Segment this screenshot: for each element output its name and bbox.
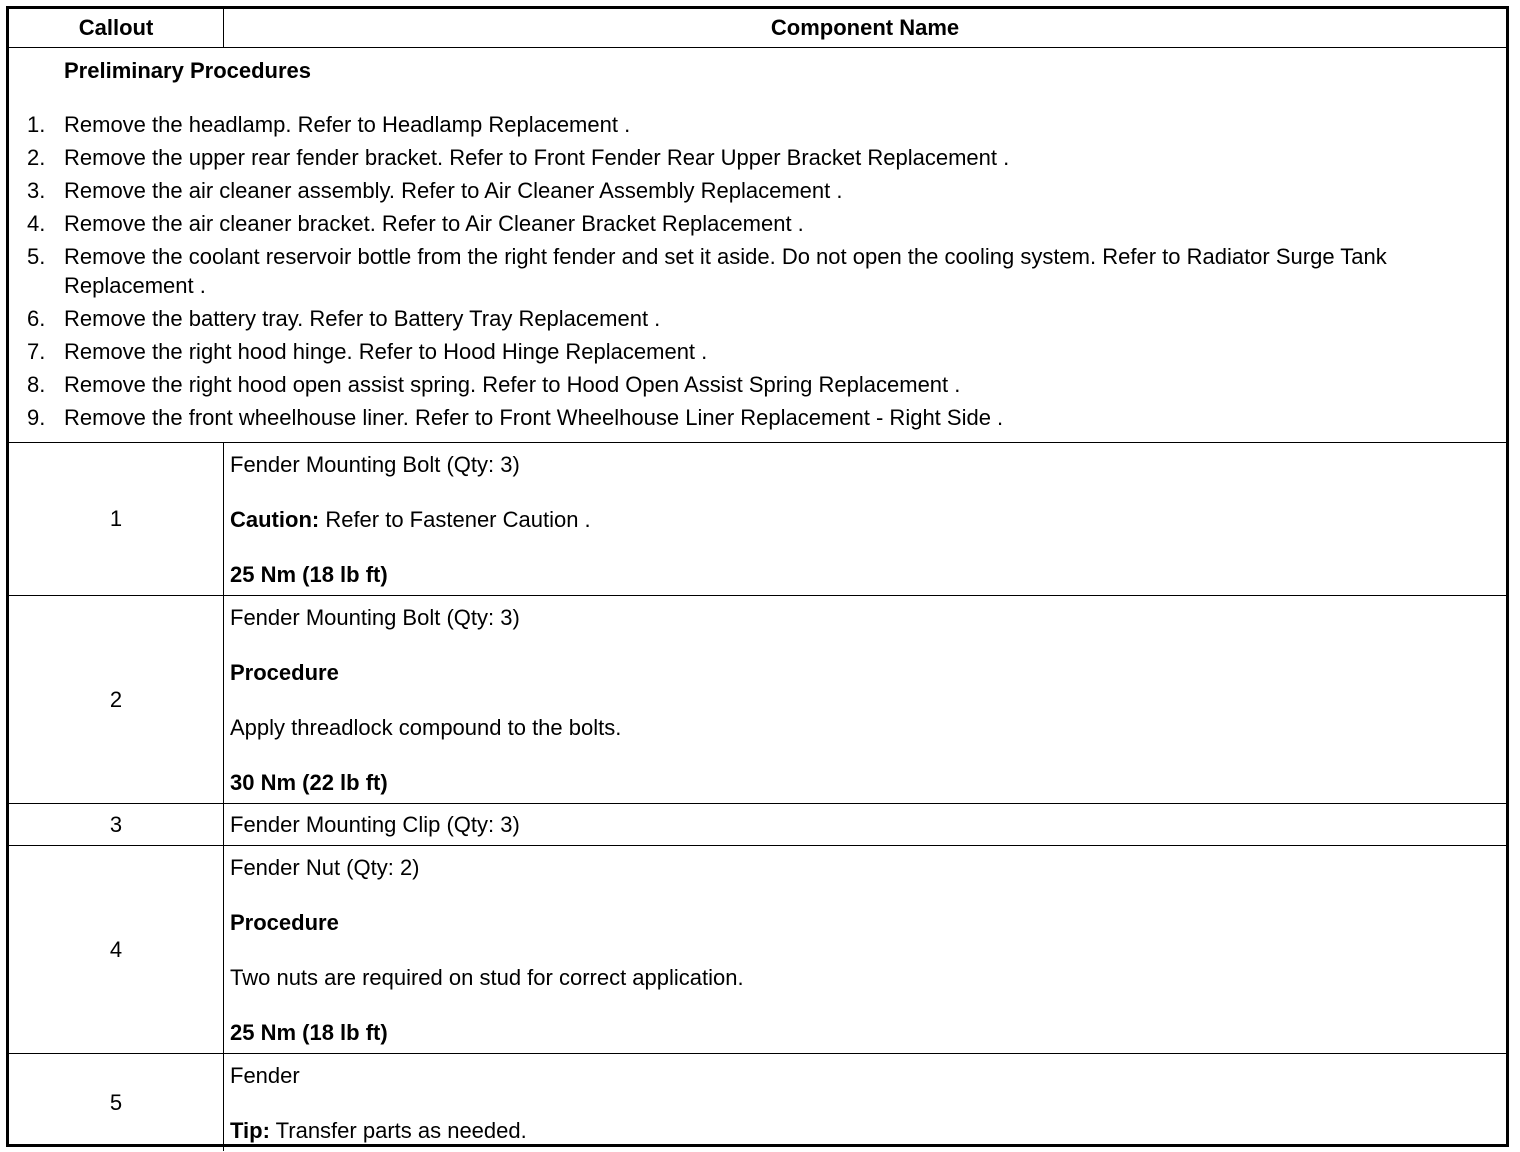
component-cell bbox=[224, 1054, 1507, 1152]
step-text: Remove the air cleaner bracket. Refer to Air Cleaner Bracket Replacement . bbox=[64, 211, 804, 236]
caution-note bbox=[230, 506, 1500, 534]
list-item bbox=[27, 176, 1486, 205]
callout-number: 1 bbox=[9, 443, 224, 596]
procedure-table-frame bbox=[6, 6, 1509, 1147]
procedure-table bbox=[9, 9, 1506, 1151]
component-name-header: Component Name bbox=[224, 9, 1507, 48]
step-number: 1. bbox=[27, 112, 46, 137]
procedure-label: Procedure bbox=[230, 660, 339, 685]
step-number: 4. bbox=[27, 211, 46, 236]
component-name: Fender Mounting Bolt (Qty: 3) bbox=[230, 452, 520, 477]
step-number: 3. bbox=[27, 178, 46, 203]
list-item bbox=[27, 143, 1486, 172]
callout-number: 3 bbox=[9, 804, 224, 846]
table-row bbox=[9, 1054, 1506, 1152]
list-item bbox=[27, 304, 1486, 333]
component-cell bbox=[224, 443, 1507, 596]
table-row bbox=[9, 846, 1506, 1054]
component-name: Fender Mounting Clip (Qty: 3) bbox=[230, 811, 520, 837]
procedure-text: Apply threadlock compound to the bolts. bbox=[230, 715, 622, 740]
step-text: Remove the coolant reservoir bottle from the right fender and set it aside. Do not open the cooling system. Refer to Radiator Surge Tank Replacement . bbox=[64, 244, 1387, 298]
preliminary-cell bbox=[9, 48, 1506, 443]
caution-text: Refer to Fastener Caution . bbox=[319, 507, 591, 532]
tip-note bbox=[230, 1117, 1500, 1145]
tip-label: Tip: bbox=[230, 1118, 270, 1143]
component-name: Fender Nut (Qty: 2) bbox=[230, 855, 420, 880]
step-text: Remove the front wheelhouse liner. Refer to Front Wheelhouse Liner Replacement - Right Side . bbox=[64, 405, 1004, 430]
table-header-row bbox=[9, 9, 1506, 48]
component-name: Fender Mounting Bolt (Qty: 3) bbox=[230, 605, 520, 630]
step-text: Remove the right hood hinge. Refer to Hood Hinge Replacement . bbox=[64, 339, 708, 364]
list-item bbox=[27, 209, 1486, 238]
torque-spec: 25 Nm (18 lb ft) bbox=[230, 1020, 388, 1045]
step-text: Remove the battery tray. Refer to Battery Tray Replacement . bbox=[64, 306, 661, 331]
table-row bbox=[9, 804, 1506, 846]
component-cell bbox=[224, 804, 1507, 846]
component-name: Fender bbox=[230, 1063, 300, 1088]
list-item bbox=[27, 337, 1486, 366]
list-item bbox=[27, 370, 1486, 399]
step-number: 7. bbox=[27, 339, 46, 364]
callout-number: 5 bbox=[9, 1054, 224, 1152]
procedure-text: Two nuts are required on stud for correct application. bbox=[230, 965, 744, 990]
list-item bbox=[27, 403, 1486, 432]
step-text: Remove the headlamp. Refer to Headlamp Replacement . bbox=[64, 112, 631, 137]
callout-number: 4 bbox=[9, 846, 224, 1054]
list-item bbox=[27, 110, 1486, 139]
table-row bbox=[9, 596, 1506, 804]
step-number: 5. bbox=[27, 244, 46, 269]
step-number: 6. bbox=[27, 306, 46, 331]
step-number: 2. bbox=[27, 145, 46, 170]
caution-label: Caution: bbox=[230, 507, 320, 532]
torque-spec: 30 Nm (22 lb ft) bbox=[230, 770, 388, 795]
procedure-label: Procedure bbox=[230, 910, 339, 935]
preliminary-steps bbox=[27, 110, 1486, 432]
component-cell bbox=[224, 596, 1507, 804]
component-cell bbox=[224, 846, 1507, 1054]
preliminary-row bbox=[9, 48, 1506, 443]
torque-spec: 25 Nm (18 lb ft) bbox=[230, 562, 388, 587]
table-row bbox=[9, 443, 1506, 596]
preliminary-title: Preliminary Procedures bbox=[64, 58, 312, 83]
step-text: Remove the right hood open assist spring. Refer to Hood Open Assist Spring Replacement . bbox=[64, 372, 961, 397]
step-number: 9. bbox=[27, 405, 46, 430]
step-text: Remove the air cleaner assembly. Refer to Air Cleaner Assembly Replacement . bbox=[64, 178, 843, 203]
list-item bbox=[27, 242, 1486, 300]
callout-header: Callout bbox=[9, 9, 224, 48]
tip-text: Transfer parts as needed. bbox=[269, 1118, 527, 1143]
step-text: Remove the upper rear fender bracket. Refer to Front Fender Rear Upper Bracket Replacement . bbox=[64, 145, 1010, 170]
callout-number: 2 bbox=[9, 596, 224, 804]
step-number: 8. bbox=[27, 372, 46, 397]
